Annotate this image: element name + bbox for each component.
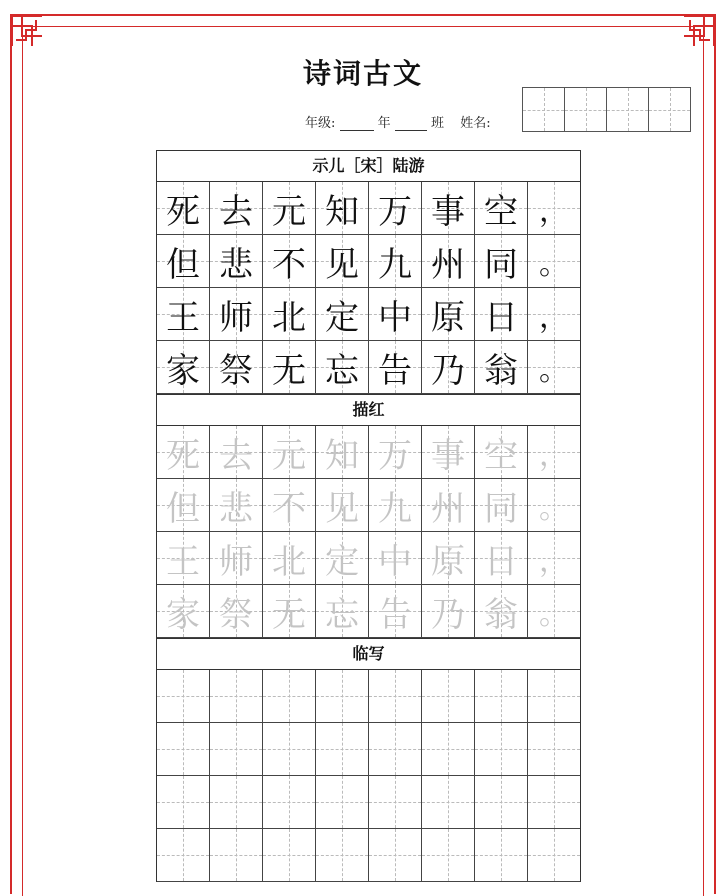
character: 北 bbox=[272, 297, 306, 338]
student-info-line bbox=[305, 112, 491, 131]
grid-row bbox=[157, 829, 580, 882]
grid-cell[interactable] bbox=[263, 670, 316, 722]
character: 同 bbox=[484, 488, 518, 529]
character: 原 bbox=[431, 541, 465, 582]
character: 空 bbox=[484, 191, 518, 232]
character: 不 bbox=[272, 488, 306, 529]
page-title: 诗词古文 bbox=[302, 57, 423, 90]
grid-cell bbox=[210, 235, 263, 287]
grid-cell bbox=[475, 341, 528, 393]
character: 中 bbox=[378, 541, 412, 582]
character: 事 bbox=[431, 435, 465, 476]
grid-cell[interactable] bbox=[475, 585, 528, 637]
grid-cell[interactable] bbox=[316, 479, 369, 531]
grid-cell[interactable] bbox=[210, 585, 263, 637]
grade-blank[interactable] bbox=[340, 116, 374, 131]
character: 见 bbox=[325, 488, 359, 529]
grid-cell[interactable] bbox=[528, 670, 580, 722]
grid-cell[interactable] bbox=[369, 426, 422, 478]
character: 但 bbox=[166, 244, 200, 285]
grid-cell[interactable] bbox=[263, 723, 316, 775]
character: ， bbox=[539, 300, 569, 335]
grid-cell[interactable] bbox=[263, 532, 316, 584]
grid-cell[interactable] bbox=[528, 479, 580, 531]
copy-header: 临写 bbox=[157, 638, 580, 670]
grid-cell bbox=[369, 235, 422, 287]
grid-cell[interactable] bbox=[263, 776, 316, 828]
character: 忘 bbox=[325, 350, 359, 391]
grid-cell[interactable] bbox=[263, 585, 316, 637]
grid-cell[interactable] bbox=[369, 670, 422, 722]
grid-cell bbox=[369, 288, 422, 340]
character: 王 bbox=[166, 297, 200, 338]
grid-cell[interactable] bbox=[157, 479, 210, 531]
character: 知 bbox=[325, 435, 359, 476]
grid-cell bbox=[316, 235, 369, 287]
character: 元 bbox=[272, 435, 306, 476]
character: 去 bbox=[219, 435, 253, 476]
grid-cell[interactable] bbox=[422, 479, 475, 531]
grid-cell bbox=[528, 182, 580, 234]
character: 九 bbox=[378, 244, 412, 285]
grid-cell bbox=[369, 182, 422, 234]
grid-cell[interactable] bbox=[422, 723, 475, 775]
corner-ornament-top-left bbox=[10, 14, 44, 48]
character: 见 bbox=[325, 244, 359, 285]
grid-row bbox=[157, 532, 580, 585]
grid-cell[interactable] bbox=[475, 723, 528, 775]
grid-cell[interactable] bbox=[157, 426, 210, 478]
grid-cell[interactable] bbox=[528, 776, 580, 828]
grid-cell bbox=[316, 182, 369, 234]
character: 州 bbox=[431, 244, 465, 285]
corner-ornament-top-right bbox=[682, 14, 716, 48]
grid-cell[interactable] bbox=[422, 776, 475, 828]
character: 九 bbox=[378, 488, 412, 529]
character: 忘 bbox=[325, 594, 359, 635]
grid-cell[interactable] bbox=[263, 479, 316, 531]
grid-cell[interactable] bbox=[528, 829, 580, 881]
character: 知 bbox=[325, 191, 359, 232]
grid-row bbox=[157, 670, 580, 723]
grid-cell[interactable] bbox=[369, 829, 422, 881]
grid-cell[interactable] bbox=[210, 532, 263, 584]
grid-cell[interactable] bbox=[157, 670, 210, 722]
grid-cell[interactable] bbox=[157, 585, 210, 637]
grid-cell bbox=[422, 288, 475, 340]
character: ， bbox=[539, 544, 569, 579]
grid-cell bbox=[422, 182, 475, 234]
character: 告 bbox=[378, 594, 412, 635]
grid-cell bbox=[263, 288, 316, 340]
grid-cell[interactable] bbox=[316, 670, 369, 722]
grade-label: 年级: bbox=[305, 116, 336, 131]
character: 翁 bbox=[484, 594, 518, 635]
grid-cell[interactable] bbox=[210, 426, 263, 478]
grid-cell bbox=[369, 341, 422, 393]
year-label: 年 bbox=[377, 116, 391, 131]
grid-cell bbox=[475, 235, 528, 287]
grid-cell[interactable] bbox=[422, 829, 475, 881]
grid-row bbox=[157, 776, 580, 829]
name-label: 姓名: bbox=[460, 116, 491, 131]
grid-row bbox=[157, 585, 580, 638]
grid-cell bbox=[263, 341, 316, 393]
grid-cell bbox=[475, 288, 528, 340]
character: 事 bbox=[431, 191, 465, 232]
character: 师 bbox=[219, 541, 253, 582]
grid-cell bbox=[157, 235, 210, 287]
character: 但 bbox=[166, 488, 200, 529]
grid-cell[interactable] bbox=[369, 723, 422, 775]
grid-cell[interactable] bbox=[369, 479, 422, 531]
grid-cell[interactable] bbox=[528, 585, 580, 637]
class-label: 班 bbox=[430, 116, 444, 131]
poem-header: 示儿［宋］陆游 bbox=[157, 150, 580, 182]
class-blank[interactable] bbox=[395, 116, 427, 131]
character: 中 bbox=[378, 297, 412, 338]
character: 王 bbox=[166, 541, 200, 582]
grid-cell bbox=[210, 182, 263, 234]
grid-cell[interactable] bbox=[475, 670, 528, 722]
grid-cell bbox=[528, 235, 580, 287]
grid-row bbox=[157, 723, 580, 776]
grid-cell[interactable] bbox=[210, 723, 263, 775]
character: 无 bbox=[272, 350, 306, 391]
grid-cell bbox=[316, 288, 369, 340]
grid-cell[interactable] bbox=[475, 776, 528, 828]
character: 告 bbox=[378, 350, 412, 391]
character: 无 bbox=[272, 594, 306, 635]
grid-cell bbox=[210, 341, 263, 393]
character: 乃 bbox=[431, 594, 465, 635]
grid-row bbox=[157, 288, 580, 341]
grid-cell bbox=[475, 182, 528, 234]
character: 空 bbox=[484, 435, 518, 476]
character: 万 bbox=[378, 435, 412, 476]
name-box[interactable] bbox=[606, 87, 649, 132]
grid-cell[interactable] bbox=[422, 532, 475, 584]
grid-cell bbox=[422, 341, 475, 393]
trace-header: 描红 bbox=[157, 394, 580, 426]
character: 日 bbox=[484, 297, 518, 338]
grid-cell[interactable] bbox=[157, 723, 210, 775]
grid-cell[interactable] bbox=[210, 479, 263, 531]
character: 日 bbox=[484, 541, 518, 582]
grid-cell[interactable] bbox=[369, 776, 422, 828]
character: 悲 bbox=[219, 488, 253, 529]
character: 。 bbox=[539, 247, 569, 282]
grid-cell[interactable] bbox=[316, 776, 369, 828]
grid-cell[interactable] bbox=[475, 532, 528, 584]
grid-row bbox=[157, 182, 580, 235]
character: ， bbox=[539, 438, 569, 473]
grid-row bbox=[157, 341, 580, 394]
character: 定 bbox=[325, 541, 359, 582]
character: 家 bbox=[166, 350, 200, 391]
name-box[interactable] bbox=[648, 87, 691, 132]
grid-cell[interactable] bbox=[475, 426, 528, 478]
name-box[interactable] bbox=[564, 87, 607, 132]
grid-cell bbox=[210, 288, 263, 340]
name-writing-boxes[interactable] bbox=[523, 87, 691, 132]
grid-cell[interactable] bbox=[157, 829, 210, 881]
grid-cell[interactable] bbox=[528, 426, 580, 478]
grid-cell[interactable] bbox=[475, 829, 528, 881]
grid-cell bbox=[263, 235, 316, 287]
grid-cell[interactable] bbox=[422, 426, 475, 478]
grid-cell[interactable] bbox=[263, 426, 316, 478]
character: 翁 bbox=[484, 350, 518, 391]
grid-cell bbox=[157, 341, 210, 393]
grid-row bbox=[157, 235, 580, 288]
practice-sheet bbox=[156, 150, 581, 882]
grid-cell[interactable] bbox=[369, 585, 422, 637]
grid-cell bbox=[157, 182, 210, 234]
character: 悲 bbox=[219, 244, 253, 285]
character: 定 bbox=[325, 297, 359, 338]
character: 。 bbox=[539, 353, 569, 388]
grid-cell[interactable] bbox=[263, 829, 316, 881]
grid-cell bbox=[422, 235, 475, 287]
grid-cell[interactable] bbox=[528, 532, 580, 584]
character: 。 bbox=[539, 597, 569, 632]
grid-cell bbox=[528, 288, 580, 340]
grid-cell bbox=[263, 182, 316, 234]
character: 祭 bbox=[219, 350, 253, 391]
name-box[interactable] bbox=[522, 87, 565, 132]
character: 。 bbox=[539, 491, 569, 526]
grid-cell[interactable] bbox=[157, 776, 210, 828]
poem-grid bbox=[157, 182, 580, 394]
character: 原 bbox=[431, 297, 465, 338]
grid-cell[interactable] bbox=[316, 426, 369, 478]
character: 祭 bbox=[219, 594, 253, 635]
grid-cell[interactable] bbox=[316, 532, 369, 584]
character: 同 bbox=[484, 244, 518, 285]
trace-grid bbox=[157, 426, 580, 638]
grid-cell[interactable] bbox=[422, 670, 475, 722]
grid-cell[interactable] bbox=[316, 585, 369, 637]
character: 乃 bbox=[431, 350, 465, 391]
grid-cell bbox=[157, 288, 210, 340]
grid-cell[interactable] bbox=[210, 776, 263, 828]
character: 北 bbox=[272, 541, 306, 582]
copy-grid[interactable] bbox=[157, 670, 580, 882]
grid-cell[interactable] bbox=[422, 585, 475, 637]
character: 死 bbox=[166, 435, 200, 476]
character: 家 bbox=[166, 594, 200, 635]
character: 州 bbox=[431, 488, 465, 529]
grid-cell bbox=[316, 341, 369, 393]
grid-row bbox=[157, 479, 580, 532]
grid-cell[interactable] bbox=[475, 479, 528, 531]
grid-cell[interactable] bbox=[210, 829, 263, 881]
grid-cell[interactable] bbox=[157, 532, 210, 584]
grid-cell[interactable] bbox=[210, 670, 263, 722]
character: 万 bbox=[378, 191, 412, 232]
character: 不 bbox=[272, 244, 306, 285]
grid-cell bbox=[528, 341, 580, 393]
character: ， bbox=[539, 194, 569, 229]
character: 师 bbox=[219, 297, 253, 338]
grid-cell[interactable] bbox=[316, 723, 369, 775]
character: 去 bbox=[219, 191, 253, 232]
character: 元 bbox=[272, 191, 306, 232]
grid-row bbox=[157, 426, 580, 479]
grid-cell[interactable] bbox=[369, 532, 422, 584]
grid-cell[interactable] bbox=[316, 829, 369, 881]
character: 死 bbox=[166, 191, 200, 232]
grid-cell[interactable] bbox=[528, 723, 580, 775]
